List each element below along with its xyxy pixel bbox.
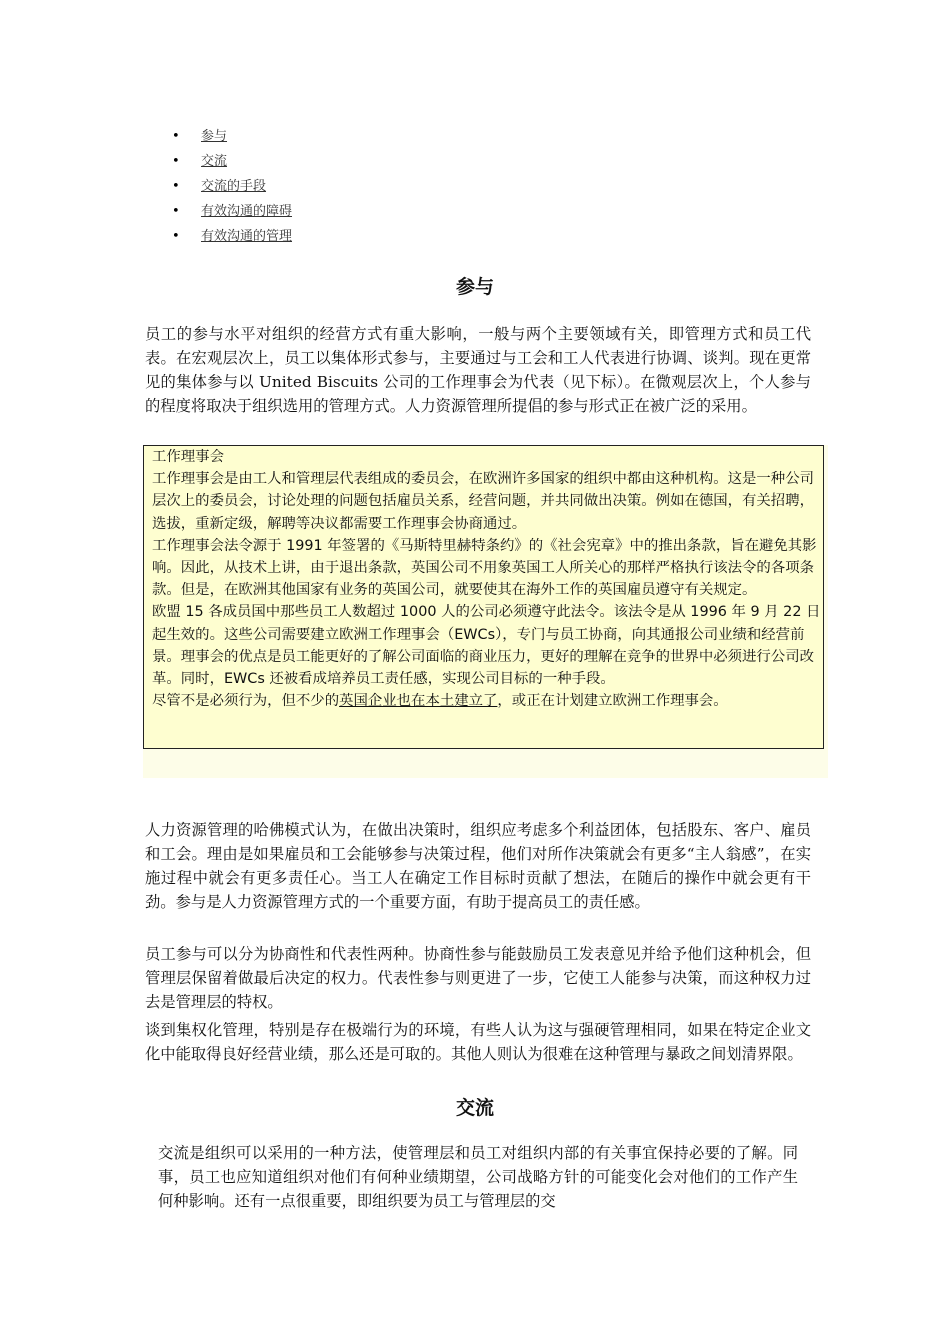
callout-title: 工作理事会 [152, 449, 224, 465]
callout-text: ，或正在计划建立欧洲工作理事会。 [497, 693, 728, 710]
bullet-icon: • [172, 179, 180, 194]
callout-paragraph: 工作理事会法令源于 1991 年签署的《马斯特里赫特条约》的《社会宪章》中的推出条款，旨在避免其影响。因此，从技术上讲，由于退出条款，英国公司不用象英国工人所关心的那样严格执行该法令的各项条款。但是，在欧洲其他国家有业务的英国公司，就要使其在海外工作的英国雇员遵守有关规定。 [152, 537, 817, 599]
toc-link-management[interactable]: 有效沟通的管理 [201, 229, 293, 244]
bullet-icon: • [172, 154, 180, 169]
body-paragraph: 谈到集权化管理，特别是存在极端行为的环境，有些人认为这与强硬管理相同，如果在特定企业文化中能取得良好经营业绩，那么还是可取的。其他人则认为很难在这种管理与暴政之间划清界限。 [145, 1021, 811, 1063]
bullet-icon: • [172, 204, 180, 219]
communication-paragraph: 交流是组织可以采用的一种方法，使管理层和员工对组织内部的有关事宜保持必要的了解。同事，员工也应知道组织对他们有何种业绩期望，公司战略方针的可能变化会对他们的工作产生何种影响。还有一点很重要，即组织要为员工与管理层的交 [158, 1144, 798, 1210]
callout-text: 尽管不是必须行为，但不少的 [152, 693, 340, 710]
toc-link-barriers[interactable]: 有效沟通的障碍 [201, 204, 293, 219]
toc-link-participation[interactable]: 参与 [201, 129, 228, 144]
section-heading-participation: 参与 [455, 276, 494, 298]
works-council-callout [143, 445, 824, 749]
bullet-icon: • [172, 229, 180, 244]
section-heading-communication: 交流 [455, 1097, 494, 1119]
callout-paragraph: 工作理事会是由工人和管理层代表组成的委员会，在欧洲许多国家的组织中都由这种机构。这是一种公司层次上的委员会，讨论处理的问题包括雇员关系，经营问题，并共同做出决策。例如在德国，有关招聘，选拔，重新定级，解聘等决议都需要工作理事会协商通过。 [152, 471, 814, 532]
toc-link-communication-means[interactable]: 交流的手段 [201, 179, 267, 194]
toc-link-communication[interactable]: 交流 [201, 154, 228, 169]
callout-underlined-text: 英国企业也在本土建立了 [339, 693, 498, 710]
callout-paragraph: 欧盟 15 各成员国中那些员工人数超过 1000 人的公司必须遵守此法令。该法令是从 1996 年 9 月 22 日起生效的。这些公司需要建立欧洲工作理事会（EWCs），专门与员工协商，向其通报公司业绩和经营前景。理事会的优点是员工能更好的了解公司面临的商业压力，更好的理解在竞争的世界中必须进行公司改革。同时，EWCs 还被看成培养员工责任感，实现公司目标的一种手段。 [152, 604, 821, 688]
body-paragraph: 人力资源管理的哈佛模式认为，在做出决策时，组织应考虑多个利益团体，包括股东、客户、雇员和工会。理由是如果雇员和工会能够参与决策过程，他们对所作决策就会有更多“主人翁感”，在实施过程中就会有更多责任心。当工人在确定工作目标时贡献了想法，在随后的操作中就会更有干劲。参与是人力资源管理方式的一个重要方面，有助于提高员工的责任感。 [145, 821, 811, 911]
participation-intro-paragraph: 员工的参与水平对组织的经营方式有重大影响，一般与两个主要领域有关，即管理方式和员工代表。在宏观层次上，员工以集体形式参与，主要通过与工会和工人代表进行协调、谈判。现在更常见的集体参与以 United Biscuits 公司的工作理事会为代表（见下标）。在微观层次上，个人参与的程度将取决于组织选用的管理方式。人力资源管理所提倡的参与形式正在被广泛的采用。 [145, 325, 811, 415]
body-paragraph: 员工参与可以分为协商性和代表性两种。协商性参与能鼓励员工发表意见并给予他们这种机会，但管理层保留着做最后决定的权力。代表性参与则更进了一步，它使工人能参与决策，而这种权力过去是管理层的特权。 [145, 945, 811, 1011]
callout-paragraph [152, 690, 823, 712]
bullet-icon: • [172, 129, 180, 144]
